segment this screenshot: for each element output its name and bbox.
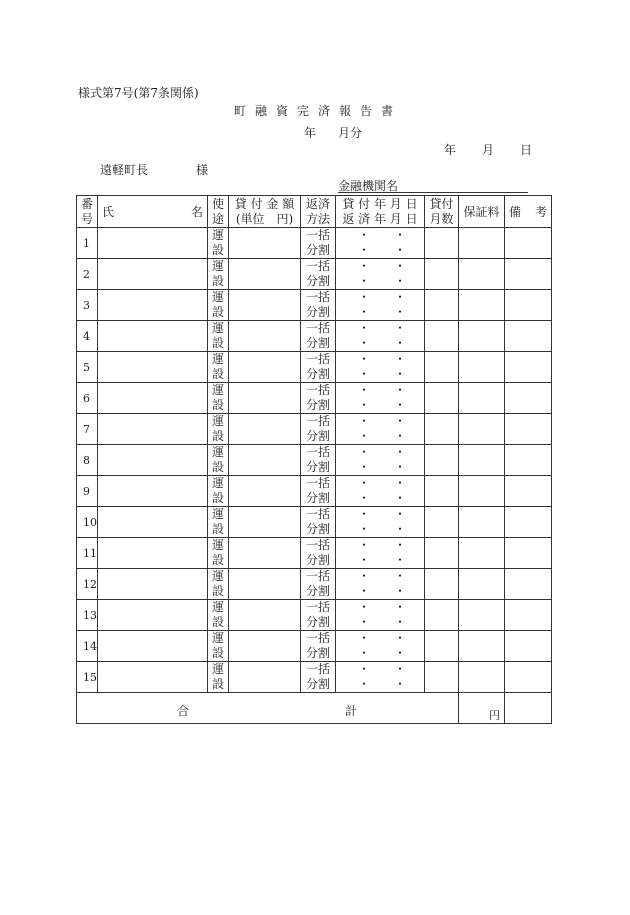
row-number: 1 — [77, 228, 98, 259]
amount-cell[interactable] — [229, 569, 301, 600]
name-cell[interactable] — [98, 569, 208, 600]
table-row — [77, 259, 552, 290]
date-cell[interactable]: ・・ ・・ — [336, 507, 425, 538]
institution-label: 金融機関名 — [338, 179, 399, 193]
honorific: 様 — [196, 163, 209, 177]
date-cell[interactable]: ・・ ・・ — [336, 445, 425, 476]
remarks-cell[interactable] — [505, 321, 552, 352]
name-cell[interactable] — [98, 631, 208, 662]
repayment-table — [76, 195, 552, 724]
remarks-cell[interactable] — [505, 290, 552, 321]
method-cell[interactable]: 一括 分割 — [301, 538, 336, 569]
use-cell[interactable]: 運 設 — [208, 259, 229, 290]
row-number: 6 — [77, 383, 98, 414]
institution-name-field[interactable] — [338, 192, 528, 193]
table-row — [77, 290, 552, 321]
table-row — [77, 352, 552, 383]
table-row — [77, 538, 552, 569]
amount-cell[interactable] — [229, 600, 301, 631]
use-cell[interactable]: 運 設 — [208, 538, 229, 569]
col-date-header: 貸 付 年 月 日 返 済 年 月 日 — [336, 196, 425, 228]
col-amount-header: 貸 付 金 額 (単位 円) — [229, 196, 301, 228]
row-number: 5 — [77, 352, 98, 383]
date-cell[interactable]: ・・ ・・ — [336, 476, 425, 507]
remarks-cell[interactable] — [505, 662, 552, 693]
remarks-cell[interactable] — [505, 476, 552, 507]
remarks-cell[interactable] — [505, 507, 552, 538]
total-row — [77, 693, 552, 724]
amount-cell[interactable] — [229, 507, 301, 538]
row-number: 14 — [77, 631, 98, 662]
total-label: 合 計 — [77, 693, 459, 724]
table-row — [77, 414, 552, 445]
table-row — [77, 507, 552, 538]
method-cell[interactable]: 一括 分割 — [301, 383, 336, 414]
document-title: 町融資完済報告書 — [233, 104, 402, 118]
row-number: 11 — [77, 538, 98, 569]
remarks-cell[interactable] — [505, 383, 552, 414]
col-name-header: 氏 名 — [98, 196, 208, 228]
remarks-cell[interactable] — [505, 414, 552, 445]
date-cell[interactable]: ・・ ・・ — [336, 259, 425, 290]
method-cell[interactable]: 一括 分割 — [301, 631, 336, 662]
use-cell[interactable]: 運 設 — [208, 290, 229, 321]
table-row — [77, 476, 552, 507]
name-cell[interactable] — [98, 538, 208, 569]
use-cell[interactable]: 運 設 — [208, 631, 229, 662]
remarks-cell[interactable] — [505, 538, 552, 569]
name-cell[interactable] — [98, 383, 208, 414]
amount-cell[interactable] — [229, 290, 301, 321]
col-guarantee-header: 保証料 — [459, 196, 505, 228]
use-cell[interactable]: 運 設 — [208, 600, 229, 631]
date-day: 日 — [520, 143, 533, 157]
method-cell[interactable]: 一括 分割 — [301, 259, 336, 290]
name-cell[interactable] — [98, 507, 208, 538]
remarks-cell[interactable] — [505, 600, 552, 631]
method-cell[interactable]: 一括 分割 — [301, 600, 336, 631]
report-period — [304, 124, 384, 141]
use-cell[interactable]: 運 設 — [208, 352, 229, 383]
method-cell[interactable]: 一括 分割 — [301, 352, 336, 383]
date-cell[interactable]: ・・ ・・ — [336, 228, 425, 259]
amount-cell[interactable] — [229, 259, 301, 290]
amount-cell[interactable] — [229, 383, 301, 414]
use-cell[interactable]: 運 設 — [208, 476, 229, 507]
row-number: 7 — [77, 414, 98, 445]
amount-cell[interactable] — [229, 414, 301, 445]
amount-cell[interactable] — [229, 476, 301, 507]
use-cell[interactable]: 運 設 — [208, 228, 229, 259]
amount-cell[interactable] — [229, 228, 301, 259]
guarantee-cell[interactable] — [459, 259, 505, 290]
date-cell[interactable]: ・・ ・・ — [336, 290, 425, 321]
date-month: 月 — [482, 143, 495, 157]
amount-cell[interactable] — [229, 538, 301, 569]
guarantee-cell[interactable] — [459, 383, 505, 414]
guarantee-cell[interactable] — [459, 228, 505, 259]
table-row — [77, 569, 552, 600]
use-cell[interactable]: 運 設 — [208, 569, 229, 600]
table-row — [77, 600, 552, 631]
amount-cell[interactable] — [229, 445, 301, 476]
method-cell[interactable]: 一括 分割 — [301, 321, 336, 352]
method-cell[interactable]: 一括 分割 — [301, 569, 336, 600]
use-cell[interactable]: 運 設 — [208, 507, 229, 538]
name-cell[interactable] — [98, 476, 208, 507]
guarantee-cell[interactable] — [459, 507, 505, 538]
remarks-cell[interactable] — [505, 259, 552, 290]
guarantee-cell[interactable] — [459, 600, 505, 631]
use-cell[interactable]: 運 設 — [208, 662, 229, 693]
name-cell[interactable] — [98, 600, 208, 631]
table-row — [77, 383, 552, 414]
row-number: 15 — [77, 662, 98, 693]
remarks-cell[interactable] — [505, 445, 552, 476]
date-cell[interactable]: ・・ ・・ — [336, 538, 425, 569]
table-row — [77, 662, 552, 693]
remarks-cell[interactable] — [505, 228, 552, 259]
col-method-header: 返済 方法 — [301, 196, 336, 228]
row-number: 10 — [77, 507, 98, 538]
remarks-cell[interactable] — [505, 352, 552, 383]
date-cell[interactable]: ・・ ・・ — [336, 569, 425, 600]
use-cell[interactable]: 運 設 — [208, 445, 229, 476]
row-number: 4 — [77, 321, 98, 352]
method-cell[interactable]: 一括 分割 — [301, 290, 336, 321]
date-cell[interactable]: ・・ ・・ — [336, 383, 425, 414]
remarks-cell[interactable] — [505, 569, 552, 600]
guarantee-cell[interactable] — [459, 290, 505, 321]
date-cell[interactable]: ・・ ・・ — [336, 321, 425, 352]
form-number: 様式第7号(第7条関係) — [78, 86, 199, 100]
date-cell[interactable]: ・・ ・・ — [336, 662, 425, 693]
remarks-cell[interactable] — [505, 631, 552, 662]
amount-cell[interactable] — [229, 662, 301, 693]
guarantee-cell[interactable] — [459, 476, 505, 507]
date-year: 年 — [444, 143, 457, 157]
guarantee-cell[interactable] — [459, 445, 505, 476]
amount-cell[interactable] — [229, 352, 301, 383]
report-date — [444, 141, 558, 158]
col-months-header: 貸付 月数 — [425, 196, 459, 228]
name-cell[interactable] — [98, 414, 208, 445]
amount-cell[interactable] — [229, 321, 301, 352]
total-remarks-cell[interactable] — [505, 693, 552, 724]
table-row — [77, 321, 552, 352]
name-cell[interactable] — [98, 290, 208, 321]
row-number: 12 — [77, 569, 98, 600]
total-guarantee-cell[interactable]: 円 — [459, 693, 505, 724]
addressee — [100, 161, 208, 178]
date-cell[interactable]: ・・ ・・ — [336, 600, 425, 631]
period-month: 月分 — [338, 126, 363, 140]
guarantee-cell[interactable] — [459, 631, 505, 662]
use-cell[interactable]: 運 設 — [208, 383, 229, 414]
method-cell[interactable]: 一括 分割 — [301, 507, 336, 538]
method-cell[interactable]: 一括 分割 — [301, 662, 336, 693]
row-number: 8 — [77, 445, 98, 476]
period-year: 年 — [304, 126, 317, 140]
date-cell[interactable]: ・・ ・・ — [336, 631, 425, 662]
addressee-name: 遠軽町長 — [100, 163, 149, 177]
name-cell[interactable] — [98, 228, 208, 259]
col-number-header: 番 号 — [77, 196, 98, 228]
name-cell[interactable] — [98, 445, 208, 476]
table-header — [77, 196, 552, 228]
table-row — [77, 445, 552, 476]
method-cell[interactable]: 一括 分割 — [301, 228, 336, 259]
method-cell[interactable]: 一括 分割 — [301, 414, 336, 445]
name-cell[interactable] — [98, 321, 208, 352]
col-remarks-header: 備 考 — [505, 196, 552, 228]
table-row — [77, 631, 552, 662]
row-number: 2 — [77, 259, 98, 290]
row-number: 9 — [77, 476, 98, 507]
method-cell[interactable]: 一括 分割 — [301, 445, 336, 476]
row-number: 13 — [77, 600, 98, 631]
amount-cell[interactable] — [229, 631, 301, 662]
table-row — [77, 228, 552, 259]
col-use-header: 使 途 — [208, 196, 229, 228]
date-cell[interactable]: ・・ ・・ — [336, 414, 425, 445]
use-cell[interactable]: 運 設 — [208, 321, 229, 352]
guarantee-cell[interactable] — [459, 662, 505, 693]
name-cell[interactable] — [98, 662, 208, 693]
guarantee-cell[interactable] — [459, 414, 505, 445]
use-cell[interactable]: 運 設 — [208, 414, 229, 445]
name-cell[interactable] — [98, 352, 208, 383]
row-number: 3 — [77, 290, 98, 321]
guarantee-cell[interactable] — [459, 352, 505, 383]
date-cell[interactable]: ・・ ・・ — [336, 352, 425, 383]
name-cell[interactable] — [98, 259, 208, 290]
guarantee-cell[interactable] — [459, 321, 505, 352]
method-cell[interactable]: 一括 分割 — [301, 476, 336, 507]
guarantee-cell[interactable] — [459, 538, 505, 569]
guarantee-cell[interactable] — [459, 569, 505, 600]
